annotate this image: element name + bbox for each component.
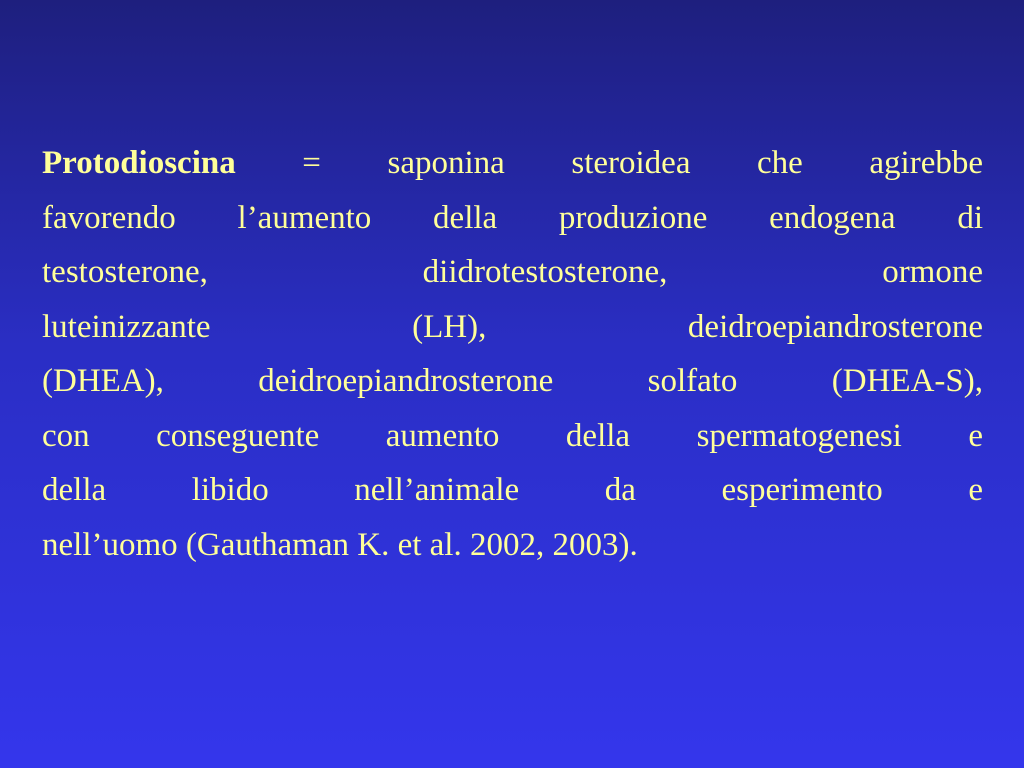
term-protodioscina: Protodioscina [42, 145, 236, 181]
text-line-6: con conseguente aumento della spermatogenesi e [42, 417, 983, 454]
text-line-8: nell’uomo (Gauthaman K. et al. 2002, 2003). [42, 526, 638, 563]
text-line-2: favorendo l’aumento della produzione endogena di [42, 199, 983, 236]
text-line-7: della libido nell’animale da esperimento e [42, 472, 983, 508]
text-line-1 [42, 136, 983, 191]
definition-start: = saponina steroidea che agirebbe [235, 145, 983, 181]
slide-body-paragraph [42, 136, 983, 572]
text-line-4: luteinizzante (LH), deidroepiandrosterone [42, 308, 983, 345]
text-line-3: testosterone, diidrotestosterone, ormone [42, 254, 983, 290]
text-line-5: (DHEA), deidroepiandrosterone solfato (DHEA-S), [42, 363, 983, 399]
